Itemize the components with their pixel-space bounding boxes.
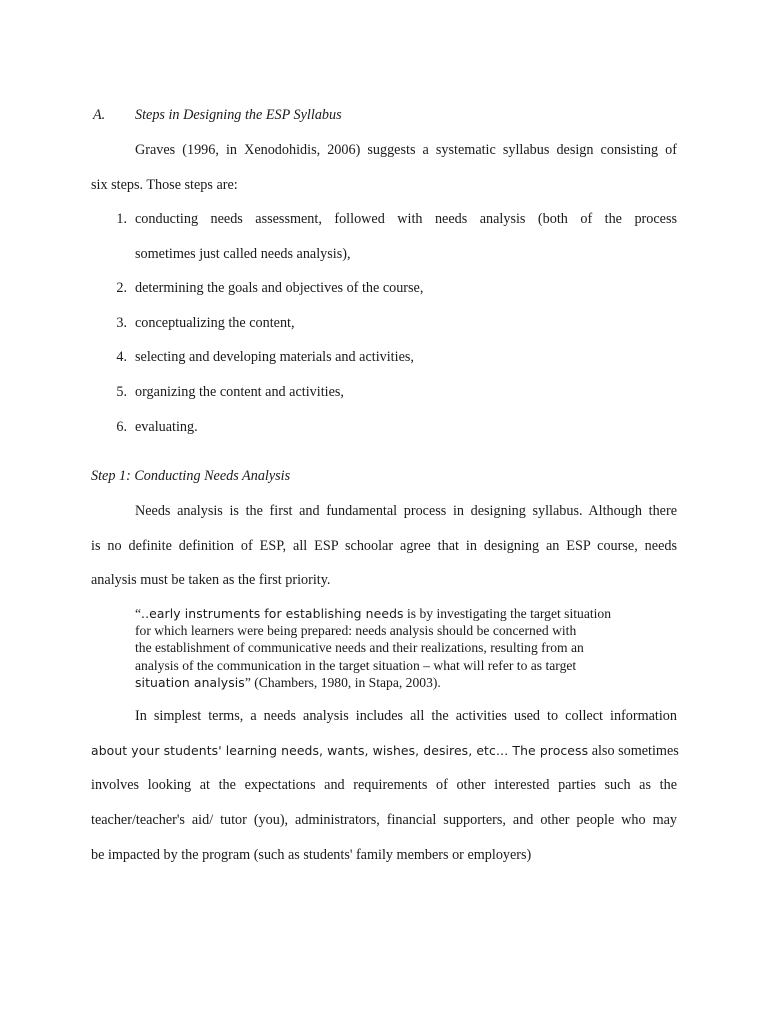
- paragraph-1-line-2: is no definite definition of ESP, all ESP schoolar agree that in designing an ESP course, needs: [91, 538, 677, 554]
- paragraph-1-line-3: analysis must be taken as the first priority.: [91, 572, 331, 588]
- list-number: 2.: [116, 280, 127, 296]
- list-number: 1.: [116, 211, 127, 227]
- quote-line-5-sans: situation analysis: [135, 675, 245, 690]
- list-item-text: determining the goals and objectives of the course,: [135, 280, 424, 296]
- list-item-text: conceptualizing the content,: [135, 315, 295, 331]
- paragraph-2-line-2: [91, 742, 677, 760]
- quote-line-2: for which learners were being prepared: needs analysis should be concerned with: [135, 623, 577, 638]
- quote-open-mark: “: [135, 606, 142, 621]
- paragraph-2-line-2-sans: about your students' learning needs, wants, wishes, desires, etc… The process: [91, 743, 589, 758]
- intro-line-2: six steps. Those steps are:: [91, 177, 238, 193]
- quote-line-1: [135, 605, 637, 622]
- list-number: 6.: [116, 419, 127, 435]
- quote-line-1-rest: is by investigating the target situation: [403, 606, 611, 621]
- section-marker: A.: [93, 107, 106, 123]
- quote-line-1-sans: ..early instruments for establishing needs: [141, 606, 404, 621]
- step-1-heading: Step 1: Conducting Needs Analysis: [91, 468, 291, 484]
- list-number: 3.: [116, 315, 127, 331]
- paragraph-1-line-1: Needs analysis is the first and fundamental process in designing syllabus. Although there: [135, 503, 677, 519]
- quote-line-5-rest: ” (Chambers, 1980, in Stapa, 2003).: [244, 675, 441, 690]
- list-item-text: organizing the content and activities,: [135, 384, 344, 400]
- section-title: Steps in Designing the ESP Syllabus: [135, 107, 342, 123]
- quote-line-3: the establishment of communicative needs and their realizations, resulting from an: [135, 640, 584, 655]
- paragraph-2-line-1: In simplest terms, a needs analysis includes all the activities used to collect information: [135, 708, 677, 724]
- paragraph-2-line-2-rest: also sometimes: [588, 743, 679, 759]
- paragraph-2-line-3: involves looking at the expectations and requirements of other interested parties such as the: [91, 777, 677, 793]
- quote-line-5: [135, 674, 637, 691]
- paragraph-2-line-5: be impacted by the program (such as students' family members or employers): [91, 847, 532, 863]
- list-item-text: conducting needs assessment, followed with needs analysis (both of the process: [135, 211, 677, 227]
- paragraph-2-line-4: teacher/teacher's aid/ tutor (you), administrators, financial supporters, and other people who may: [91, 812, 677, 828]
- list-item-text-continued: sometimes just called needs analysis),: [135, 246, 351, 262]
- quote-line-4: analysis of the communication in the target situation – what will refer to as target: [135, 658, 577, 673]
- intro-line-1: Graves (1996, in Xenodohidis, 2006) suggests a systematic syllabus design consisting of: [135, 142, 677, 158]
- list-number: 5.: [116, 384, 127, 400]
- list-number: 4.: [116, 349, 127, 365]
- list-item-text: evaluating.: [135, 419, 198, 435]
- list-item-text: selecting and developing materials and activities,: [135, 349, 414, 365]
